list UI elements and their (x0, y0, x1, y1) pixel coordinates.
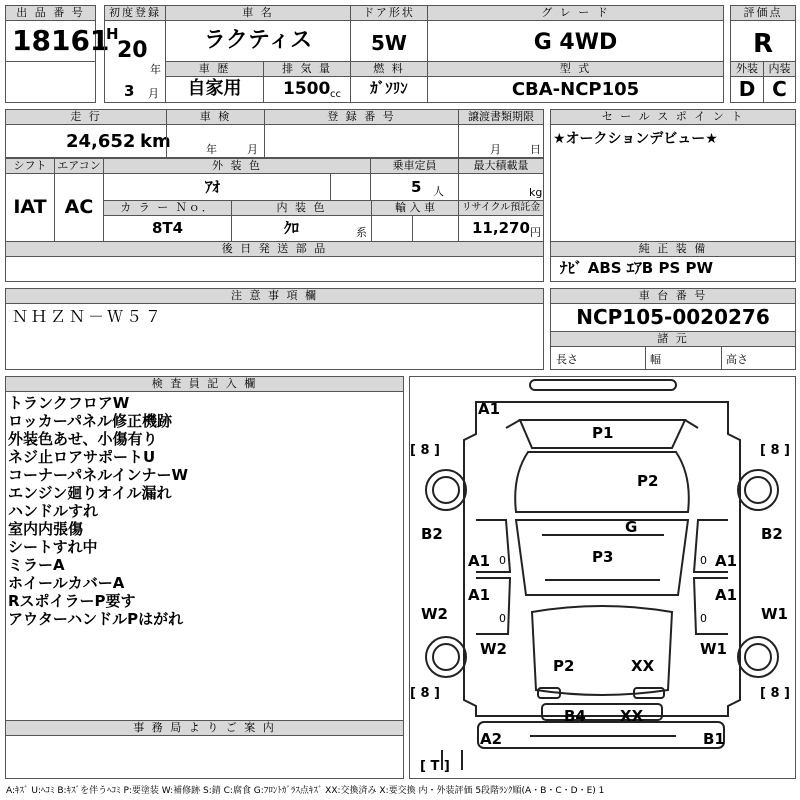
capacity: 5 (411, 178, 422, 196)
color-number-header: カ ラ ー Ｎｏ． (103, 200, 232, 216)
label-w1-right: W1 (761, 605, 788, 623)
grade-header: グ レ ー ド (427, 5, 724, 21)
overall-score: R (752, 29, 774, 59)
exterior-color-header: 外 装 色 (103, 158, 371, 174)
usage-history: 自家用 (187, 78, 242, 99)
inspection-year-unit: 年 (206, 143, 217, 156)
inspector-note: シートすれ中 (8, 538, 98, 556)
registration-number-cell (264, 124, 459, 158)
import-cell (371, 215, 413, 242)
max-load-header: 最大積載量 (458, 158, 544, 174)
registration-year: 20 (117, 38, 148, 63)
genuine-equipment-header: 純 正 装 備 (550, 241, 796, 257)
displacement-header: 排 気 量 (263, 61, 351, 77)
exterior-color: ｱｵ (205, 178, 221, 196)
registration-number-header: 登 録 番 号 (264, 109, 459, 125)
lot-number-header: 出 品 番 号 (5, 5, 96, 21)
capacity-header: 乗車定員 (370, 158, 459, 174)
recycle-fee: 11,270 (472, 219, 530, 237)
inspector-note: コーナーパネルインナーW (8, 466, 189, 484)
capacity-unit: 人 (433, 185, 444, 198)
label-a1-top: A1 (478, 400, 501, 418)
damage-legend: A:ｷｽﾞ U:ﾍｺﾐ B:ｷｽﾞを伴うﾍｺﾐ P:要塗装 W:補修跡 S:錆 C:腐食 G:ﾌﾛﾝﾄｶﾞﾗｽ点ｷｽﾞ XX:交換済み X:要交換 内・外装評価 5段階ﾗﾝｸ順(A・B・C・D・E) 1 (6, 786, 605, 796)
interior-score-header: 内装 (763, 61, 796, 77)
inspector-note: トランクフロアW (8, 394, 130, 412)
inspector-note: ホイールカバーA (8, 574, 125, 592)
later-parts-header: 後 日 発 送 部 品 (5, 241, 544, 257)
chassis-header: 車 台 番 号 (550, 288, 796, 304)
car-damage-diagram (409, 376, 796, 779)
year-unit: 年 (150, 63, 161, 76)
caution-text: ＮＨＺＮ－Ｗ５７ (12, 307, 165, 326)
mileage-header: 走 行 (5, 109, 167, 125)
label-tire-tl: [ 8 ] (410, 443, 440, 458)
label-zero-right-2: 0 (700, 612, 707, 625)
label-p3: P3 (592, 548, 614, 566)
score-header: 評価点 (730, 5, 796, 21)
door-type: 5W (371, 31, 407, 55)
exterior-score-header: 外装 (730, 61, 764, 77)
office-notice-cell (5, 735, 404, 779)
label-p2-hood: P2 (553, 657, 575, 675)
label-zero-left-2: 0 (499, 612, 506, 625)
mileage: 24,652 (66, 131, 136, 152)
caution-header: 注 意 事 項 欄 (5, 288, 544, 304)
mileage-unit: km (140, 131, 171, 152)
label-w1-wheel: W1 (700, 640, 727, 658)
car-name: ラクティス (203, 28, 313, 53)
lot-number-lower-cell (5, 61, 96, 103)
max-load-unit: kg (529, 186, 543, 199)
fuel-type: ｶﾞｿﾘﾝ (370, 79, 408, 97)
import-cell-2 (412, 215, 459, 242)
recycle-fee-header: リサイクル預託金 (458, 200, 544, 216)
aircon-header: エアコン (54, 158, 104, 174)
shift-header: シフト (5, 158, 55, 174)
inspection-header: 車 検 (166, 109, 265, 125)
inspector-note: ハンドルすれ (8, 502, 99, 520)
registration-month: 3 (124, 82, 135, 100)
specs-header: 諸 元 (550, 331, 796, 347)
grade: G 4WD (533, 30, 618, 55)
label-w2-left: W2 (421, 605, 448, 623)
displacement-unit: cc (330, 89, 341, 100)
label-g: G (625, 518, 638, 536)
exterior-color-extra-cell (330, 173, 371, 201)
first-registration-header: 初度登録 (104, 5, 166, 21)
transfer-month-unit: 月 (490, 143, 501, 156)
inspector-note: ミラーA (8, 556, 65, 574)
label-a1-right-2: A1 (715, 586, 738, 604)
transfer-deadline-header: 譲渡書類期限 (458, 109, 544, 125)
import-header: 輸 入 車 (371, 200, 459, 216)
inspector-note: エンジン廻りオイル漏れ (8, 484, 172, 502)
label-spare-tire: [ T ] (420, 759, 450, 774)
history-header: 車 歴 (165, 61, 264, 77)
inspector-note: 室内内張傷 (8, 520, 84, 538)
door-type-header: ドア形状 (350, 5, 428, 21)
model-header: 型 式 (427, 61, 724, 77)
inspector-note: RスポイラーP要す (8, 592, 136, 610)
inspector-note: ネジ止ロアサポートU (8, 448, 156, 466)
label-b1: B1 (703, 730, 725, 748)
aircon-type: AC (64, 196, 94, 218)
label-a2: A2 (480, 730, 503, 748)
inspection-month-unit: 月 (247, 143, 258, 156)
label-tire-br: [ 8 ] (760, 686, 790, 701)
length-label: 長さ (556, 353, 578, 366)
label-xx-bumper: XX (620, 707, 644, 725)
label-p2-roof: P2 (637, 472, 659, 490)
label-b2-right: B2 (761, 525, 783, 543)
label-a1-left-2: A1 (468, 586, 491, 604)
exterior-score: D (738, 77, 756, 101)
inspector-note: 外装色あせ、小傷有り (8, 430, 158, 448)
label-zero-right-1: 0 (700, 554, 707, 567)
recycle-fee-unit: 円 (530, 226, 541, 239)
era-mark: H (106, 25, 119, 43)
label-tire-tr: [ 8 ] (760, 443, 790, 458)
later-parts-cell (5, 256, 544, 282)
label-a1-left-1: A1 (468, 552, 491, 570)
car-name-header: 車 名 (165, 5, 351, 21)
model-code: CBA-NCP105 (511, 79, 640, 100)
interior-color-cell (231, 215, 372, 242)
inspector-notes-header: 検 査 員 記 入 欄 (5, 376, 404, 392)
chassis-number: NCP105-0020276 (576, 305, 770, 329)
label-p1: P1 (592, 424, 614, 442)
office-notice-header: 事 務 局 よ り ご 案 内 (5, 720, 404, 736)
label-a1-right-1: A1 (715, 552, 738, 570)
height-label: 高さ (726, 353, 748, 366)
label-w2-wheel: W2 (480, 640, 507, 658)
inspector-notes-list (8, 394, 403, 628)
inspector-note: ロッカーパネル修正機跡 (8, 412, 172, 430)
interior-color-header: 内 装 色 (231, 200, 372, 216)
label-xx-hood: XX (631, 657, 655, 675)
transfer-day-unit: 日 (530, 143, 541, 156)
label-zero-left-1: 0 (499, 554, 506, 567)
width-label: 幅 (650, 353, 661, 366)
sales-point-header: セ ー ル ス ポ イ ン ト (550, 109, 796, 125)
displacement: 1500 (283, 79, 331, 99)
inspector-note: アウターハンドルPはがれ (8, 610, 184, 628)
shift-type: IAT (13, 196, 47, 218)
label-b2-left: B2 (421, 525, 443, 543)
fuel-header: 燃 料 (350, 61, 428, 77)
label-b4: B4 (564, 707, 586, 725)
sales-point-text: ★オークションデビュー★ (553, 131, 718, 147)
label-tire-bl: [ 8 ] (410, 686, 440, 701)
genuine-equipment: ﾅﾋﾞ ABS ｴｱB PS PW (560, 259, 714, 277)
month-unit: 月 (148, 87, 159, 100)
interior-color: ｸﾛ (284, 219, 300, 237)
lot-number: 18161 (12, 24, 110, 57)
color-number: 8T4 (151, 219, 184, 237)
interior-score: C (772, 77, 787, 101)
interior-color-unit: 系 (356, 226, 367, 239)
